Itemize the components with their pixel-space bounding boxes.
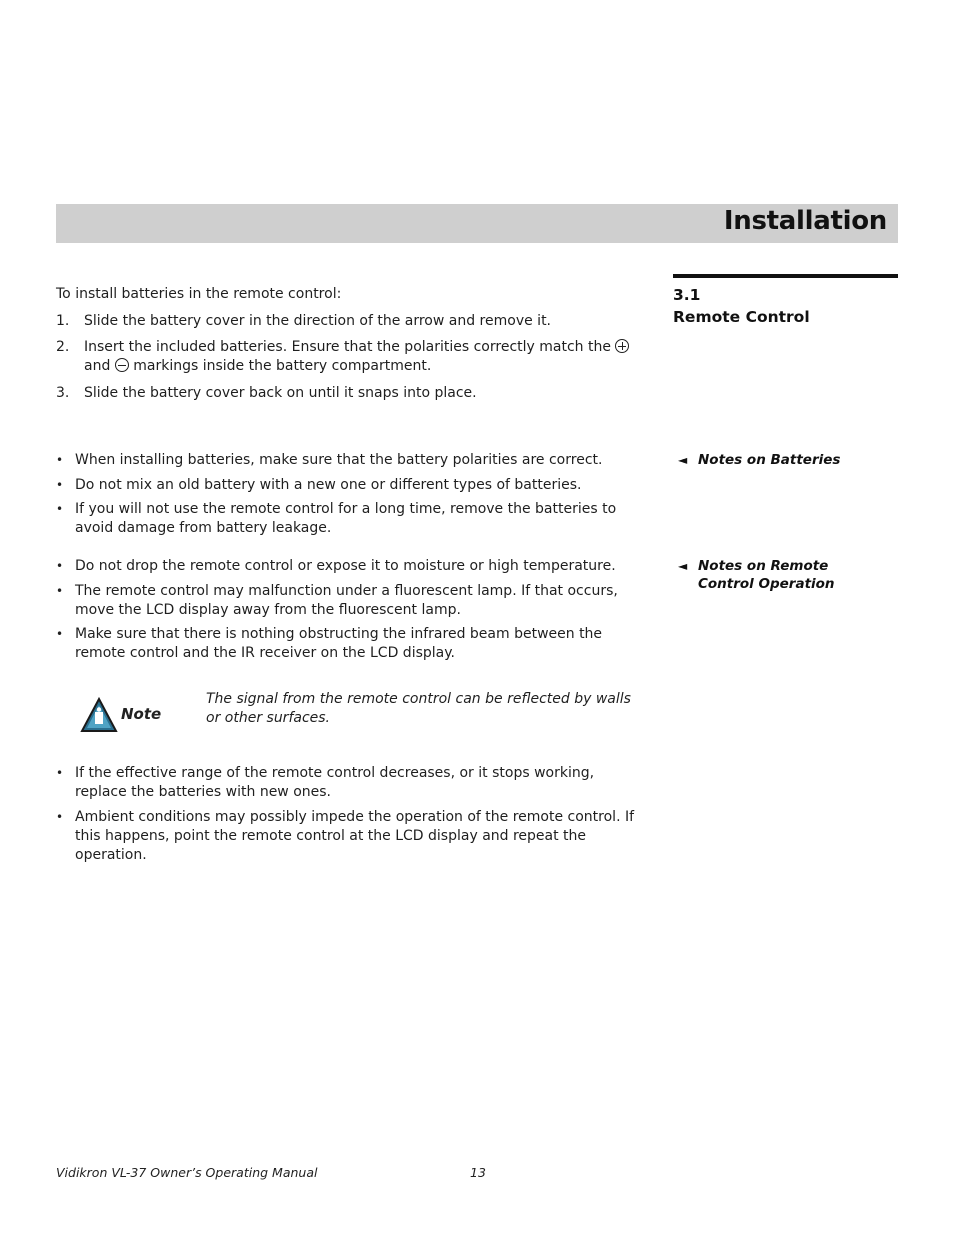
- list-item: When installing batteries, make sure that the battery polarities are correct.: [75, 452, 603, 468]
- bullet-icon: •: [56, 559, 64, 573]
- step-text-part: markings inside the battery compartment.: [133, 358, 432, 374]
- plus-polarity-icon: [615, 339, 629, 353]
- note-label: Note: [121, 705, 162, 723]
- list-item: If you will not use the remote control for a long time, remove the batteries to avoid damage from battery leakage.: [75, 501, 617, 536]
- step-text: Slide the battery cover in the direction of the arrow and remove it.: [84, 313, 552, 329]
- note-icon: [80, 697, 118, 733]
- list-item: Do not drop the remote control or expose it to moisture or high temperature.: [75, 558, 616, 574]
- step-text: [84, 338, 644, 376]
- step-number: 2.: [56, 339, 70, 355]
- bullet-icon: •: [56, 502, 64, 516]
- side-note-remote-operation: [678, 557, 878, 593]
- step-text-part: Insert the included batteries. Ensure that the polarities correctly match the: [84, 339, 611, 355]
- list-item: If the effective range of the remote control decreases, or it stops working, replace the batteries with new ones.: [75, 765, 595, 800]
- side-note-label: Notes on Batteries: [698, 452, 841, 468]
- side-note-batteries: [678, 451, 878, 469]
- bullet-icon: •: [56, 453, 64, 467]
- footer-manual-title: Vidikron VL-37 Owner’s Operating Manual: [56, 1165, 318, 1180]
- chapter-title: Installation: [723, 206, 887, 236]
- section-title: Remote Control: [673, 308, 810, 326]
- bullet-icon: •: [56, 627, 64, 641]
- bullet-icon: •: [56, 478, 64, 492]
- step-text: Slide the battery cover back on until it snaps into place.: [84, 385, 477, 401]
- minus-polarity-icon: [115, 358, 129, 372]
- side-note-label: Notes on Remote Control Operation: [698, 558, 835, 592]
- intro-text: To install batteries in the remote control:: [56, 286, 342, 302]
- bullet-icon: •: [56, 584, 64, 598]
- step-text-part: and: [84, 358, 111, 374]
- bullet-icon: •: [56, 810, 64, 824]
- list-item: Make sure that there is nothing obstructing the infrared beam between the remote control and the IR receiver on the LCD display.: [75, 626, 603, 661]
- list-item: The remote control may malfunction under a fluorescent lamp. If that occurs, move the LCD display away from the fluorescent lamp.: [75, 583, 618, 618]
- note-text: The signal from the remote control can be reflected by walls or other surfaces.: [206, 691, 631, 726]
- section-number: 3.1: [673, 286, 701, 304]
- section-rule: [673, 274, 898, 278]
- left-arrow-icon: ◄: [678, 559, 688, 573]
- bullet-icon: •: [56, 766, 64, 780]
- step-number: 3.: [56, 385, 70, 401]
- list-item: Ambient conditions may possibly impede the operation of the remote control. If this happens, point the remote control at the LCD display and repeat the operation.: [75, 809, 635, 863]
- left-arrow-icon: ◄: [678, 453, 688, 467]
- list-item: Do not mix an old battery with a new one or different types of batteries.: [75, 477, 582, 493]
- page-number: 13: [470, 1165, 486, 1180]
- chapter-header-bar: [56, 204, 898, 243]
- step-number: 1.: [56, 313, 70, 329]
